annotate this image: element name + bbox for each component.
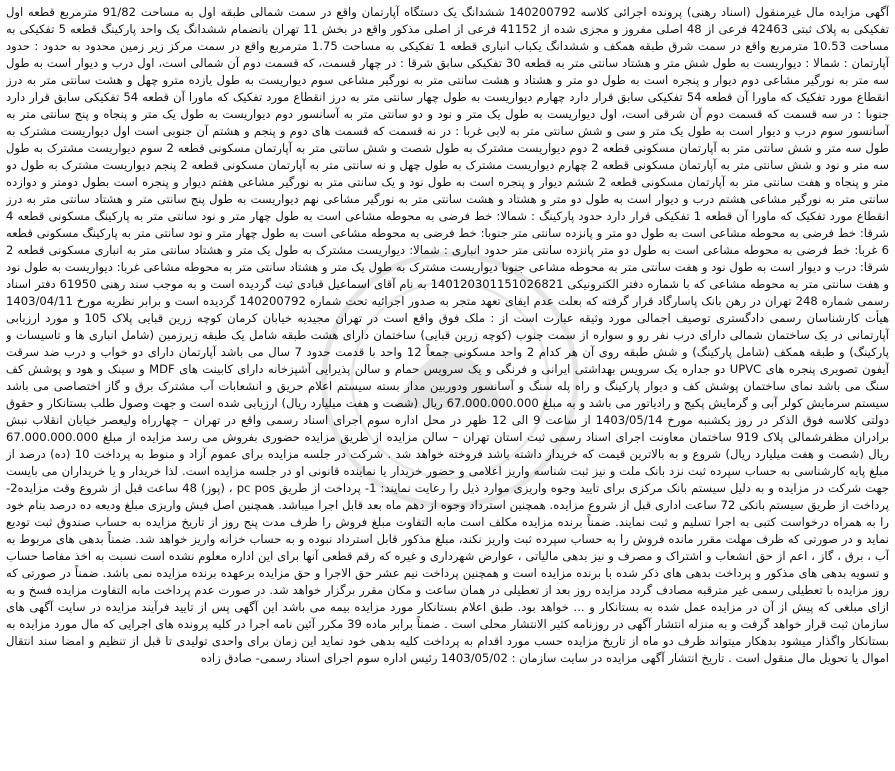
auction-notice-text: آگهی مزایده مال غیرمنقول (اسناد رهنی) پرونده اجرائی کلاسه 140200792 ششدانگ یک دستگاه آپارتمان واقع در سمت شمالی طبقه اول به مساحت 91/82 مترمربع قطعه اول تفکیکی به پلاک ثبتی 42463 فرعی از 48 اصلی مفروز و مجزی شده از 41152 فرعی از اصلی مذکور واقع در بخش 11 تهران بانضمام ششدانگ یک واحد پارکینگ قطعه 5 تفکیکی به مساحت 10.53 مترمربع واقع در سمت شرق طبقه همکف و ششدانگ یکباب انباری قطعه 1 تفکیکی به مساحت 1.75 مترمربع واقع در سمت مرکز زیر زمین محدود به حدود : حدود آپارتمان : شمالا : دیواریست به طول شش متر و هشتاد سانتی متر به قطعه 30 تفکیکی سابق شرقا : در چهار قسمت، که قسمت دوم آن شمالی است، اول درب و دیوار است به طول سه متر به نورگیر مشاعی دوم دیوار و پنجره است به طول دو متر و هشتاد و هشت سانتی متر به نورگیر مشاعی سوم دیواریست به طول یازده مترو چهل و هشت سانتی متر به درز انقطاع مورد تفکیک که ماورا آن قطعه 54 تفکیکی سابق قرار دارد چهارم دیواریست به طول چهار سانتی متر به درز انقطاع مورد تفکیک که ماورا آن قطعه 54 تفکیکی سابق قرار دارد جنوبا : در سه قسمت که قسمت دوم آن شرقی است، اول دیواریست به طول یک متر و نود و دو سانتی متر به آسانسور دوم دیواریست به طول یک متر و پنجاه و پنج سانتی متر به آسانسور سوم درب و دیوار است به طول یک متر و سی و شش سانتی متر به لابی غربا : در نه قسمت که قسمت های دوم و پنجم و هشتم آن جنوبی است اول دیواریست مشترک به طول سه متر و شش سانتی متر به آپارتمان مسکونی قطعه 2 دوم دیواریست مشترک به طول شصت و شش سانتی متر به آپارتمان مسکونی قطعه 2 سوم دیواریست مشترک به طول سه متر و نود و شش سانتی متر به آپارتمان مسکونی قطعه 2 چهارم دیواریست مشترک به طول چهل و نه سانتی متر به آپارتمان مسکونی قطعه 2 پنجم دیواریست مشترک به طول دو متر و پنجاه و هفت سانتی متر به آپارتمان مسکونی قطعه 2 ششم دیوار و پنجره است به طول نود و یک سانتی متر به نورگیر مشاعی هفتم دیوار و پنجره است بطول دومتر و دوازده سانتی متر به نورگیر مشاعی هشتم درب و دیوار است به طول دو متر و هشتاد و هشت سانتی متر به نورگیر مشاعی نهم دیواریست به طول پنج سانتی متر و هشتاد سانتی متر به درز انقطاع مورد تفکیک که ماورا آن قطعه 1 تفکیکی قرار دارد حدود پارکینگ : شمالا: خط فرضی به محوطه مشاعی است به طول چهار متر و نود سانتی متر به پارکینگ مسکونی قطعه 4 شرقا: خط فرضی به محوطه مشاعی است به طول دو متر و پانزده سانتی متر جنوبا: خط فرضی به محوطه مشاعی است به طول چهار متر و نود سانتی متر به پارکینگ مسکونی قطعه 6 غربا: خط فرضی به محوطه مشاعی است به طول دو متر پانزده سانتی متر حدود انباری : شمالا: دیواریست مشترک به طول یک متر و هشتاد سانتی متر به انباری مسکونی قطعه 2 شرقا: درب و دیوار است به طول نود و هفت سانتی متر به محوطه مشاعی جنوبا دیواریست مشترک به طول یک متر و هشتاد سانتی متر به محوطه مشاعی غربا: دیواریست به طول نود و هفت سانتی متر به محوطه مشاعی که با شماره دفتر الکترونیکی 140120301151026821 به نام آقای اسماعیل قبادی ثبت گردیده است و به موجب سند رهنی 61950 دفتر اسناد رسمی شماره 248 تهران در رهن بانک پاسارگاد قرار گرفته که بعلت عدم ایفای تعهد متجر به صدور اجرائیه تحت شماره 140200792 گردیده است و برابر نظریه مورخ 1403/04/11 هیأت کارشناسان رسمی دادگستری توصیف اجمالی مورد وثیقه عبارت است از : ملک فوق واقع است در تهران مجیدیه خیابان کرمان کوچه زرین قبایی پلاک 105 و مورد ارزیابی آپارتمانی در یک ساختمان شمالی دارای درب نفر رو و سواره از سمت جنوب (کوچه زرین قبایی) ساختمان دارای هشت طبقه شامل یک طبقه زیرزمین (شامل انباری ها و تاسیسات و پارکینگ) و طبقه همکف (شامل پارکینگ) و شش طبقه روی آن هر کدام 2 واحد مسکونی جمعاً 12 واحد با قدمت حدود 7 سال می باشد آپارتمان دارای دو خواب و درب ضد سرقت آیفون تصویری پنجره های UPVC دو جداره یک سرویس بهداشتی ایرانی و فرنگی و یک سرویس حمام و سالن پذیرایی آشپزخانه دارای کابینت های MDF و سینک و هود و پوشش کف سنگ می باشد نمای ساختمان پوشش کف و دیوار پارکینگ و راه پله سنگ و آسانسور ودوربین مدار بسته سیستم اعلام حریق و انشعابات آب مشترک برق و گاز اختصاصی می باشد سیستم سرمایش کولر آبی و گرمایش پکیج و رادیاتور می باشد و به مبلغ 67.000.000.000 ریال (شصت و هفت میلیارد ریال) ارزیابی شده است و جهت وصول طلب بستانکار و حقوق دولتی کلاسه فوق الذکر در روز یکشنبه مورخ 1403/05/14 از ساعت 9 الی 12 ظهر در محل اداره سوم اجرای اسناد رسمی واقع در تهران – چهارراه ولیعصر خیابان انقلاب نبش برادران مظفرشمالی پلاک 919 ساختمان معاونت اجرای اسناد رسمی ثبت استان تهران – سالن مزایده از طریق مزایده حضوری بفروش می رسد مزایده از مبلغ 67.000.000.000 ریال (شصت و هفت میلیارد ریال) شروع و به بالاترین قیمت که خریدار داشته باشد فروخته خواهد شد . شرکت در جلسه مزایده برای عموم آزاد و منوط به پرداخت 10 (ده) درصد از مبلغ پایه کارشناسی به حساب سپرده ثبت نزد بانک ملت و نیز ثبت شناسه واریز اعلامی و حضور خریدار یا نماینده قانونی او در جلسه مزایده است. لذا خریدار و یا خریداران می بایست جهت شرکت در مزایده و به دلیل سیستم بانک مرکزی برای تایید وجوه واریزی موارد ذیل را رعایت نمایند: 1- پرداخت از طریق pc pos ، (پوز) 48 ساعت قبل از شروع وقت مزایده2- پرداخت از طریق سیستم بانکی 72 ساعت اداری قبل از شروع مزایده. همچنین استرداد وجوه از دهم ماه بعد قابل اجرا میباشد. همچنین اصل فیش واریزی مبلغ ودیعه ده درصد بنام خود را به همراه درخواست کتبی به اجرا تسلیم و ثبت نمایند. ضمناً برنده مزایده مکلف است مابه التفاوت مبلغ فروش را ظرف مدت پنج روز از تاریخ مزایده به حساب صندوق ثبت تودیع نماید و در صورتی که ظرف مهلت مقرر مانده فروش را به حساب سپرده ثبت واریز نکند، مبلغ مذکور قابل استرداد نبوده و به حساب خزانه واریز خواهد شد. ضمناً بدهی های مربوط به آب ، برق ، گاز ، اعم از حق انشعاب و اشتراک و مصرف و نیز بدهی مالیاتی ، عوارض شهرداری و غیره که رقم قطعی آنها برای این اداره معلوم نشده است نسبت به اخذ مفاصا حساب و تسویه بدهی های مذکور و پرداخت بدهی های ذکر شده با برنده مزایده است و همچنین پرداخت نیم عشر حق الاجرا و حق مزایده برعهده برنده مزایده نمی باشد. ضمناً در صورتی که روز مزایده با تعطیلی رسمی غیر مترقبه مصادف گردد مزایده روز بعد از تعطیلی در همان ساعت و مکان مقرر برگزار خواهد شد. در صورت عدم پرداخت مابه التفاوت مزایده فسخ و به ازای مبلغی که پیش از آن در مزایده عمل شده به بستانکار و ... خواهد بود. طبق اعلام بستانکار مورد مزایده بیمه می باشد این آگهی پس از تایید فرآیند مزایده در سایت آگهی های سازمان ثبت قرار خواهد گرفت و به منزله انتشار آگهی در روزنامه کثیر الانتشار محلی است . ضمناً برابر ماده 39 مکرر آئین نامه اجرا در کلیه پرونده های اجرایی که مال مورد مزایده به بستانکار واگذار میشود بدهکار میتواند ظرف دو ماه از تاریخ مزایده حسب مورد اقدام به پرداخت کلیه بدهی خود نماید این زمان برای واحدی تولیدی تا قبل از تنظیم و امضا سند انتقال اموال یا تحویل مال منقول است . تاریخ انتشار آگهی مزایده در سایت سازمان : 1403/05/02 رئیس اداره سوم اجرای اسناد رسمی- صادق زاده: [6, 5, 889, 665]
